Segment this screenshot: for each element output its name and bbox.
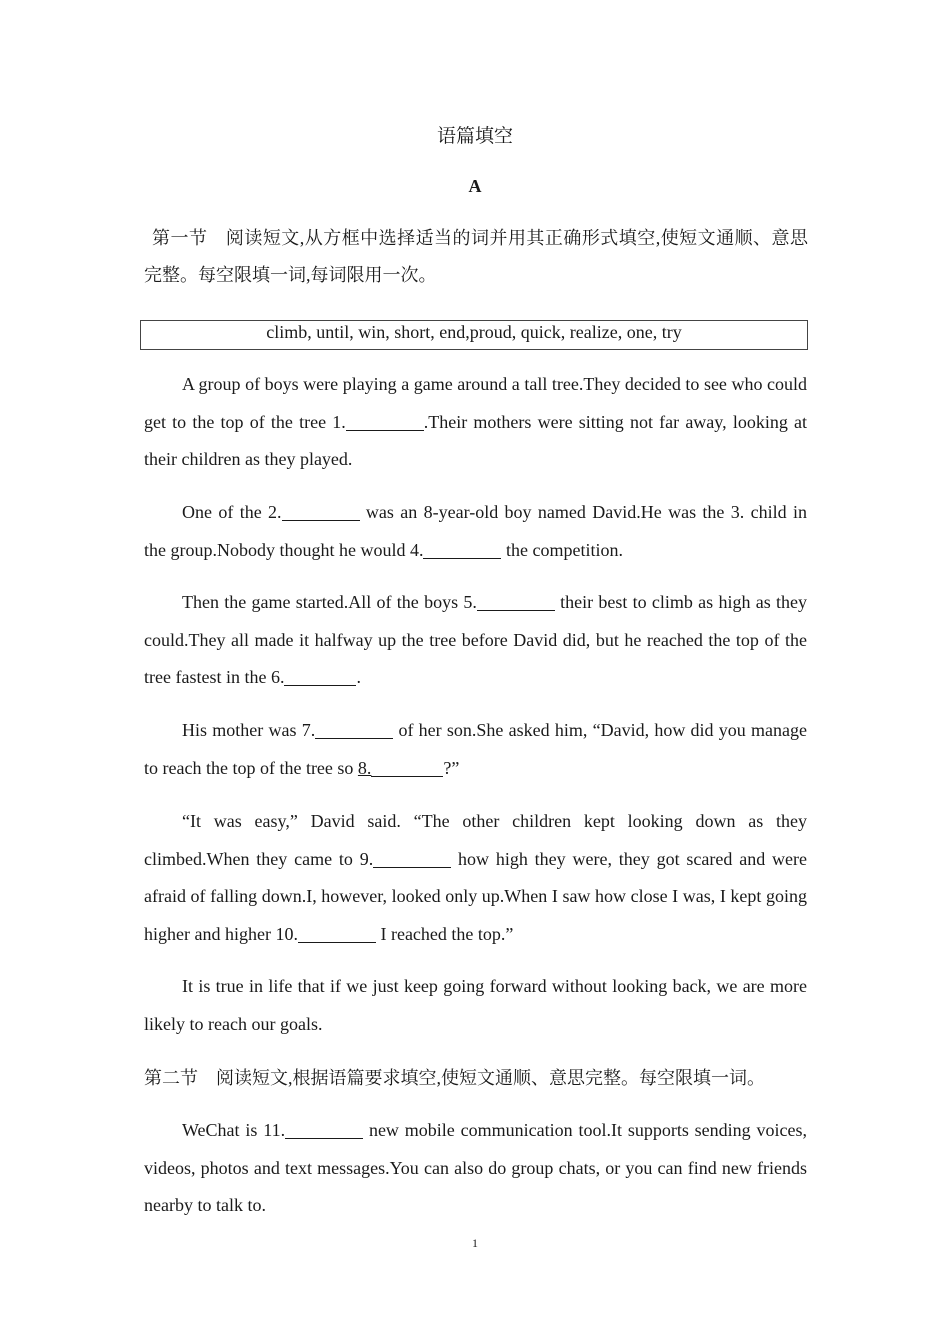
passage-paragraph (144, 366, 807, 479)
passage-paragraph (144, 584, 807, 697)
paragraph-text: .Their mothers were sitting not far away, looking at their children as they played. (144, 411, 807, 469)
answer-blank-5 (477, 593, 555, 611)
answer-blank-4 (423, 541, 501, 559)
part1-instruction (144, 220, 808, 294)
page-number: 1 (472, 1236, 478, 1250)
passage-paragraph: It is true in life that if we just keep going forward without looking back, we are more likely to reach our goals. (144, 976, 807, 1034)
answer-blank-9 (373, 850, 451, 868)
paragraph-text: of her son.She asked him, “David, how did you manage to reach the top of the tree so (144, 720, 807, 778)
paragraph-text: . (356, 667, 361, 687)
paragraph-text: WeChat is 11. (182, 1120, 286, 1140)
word-bank-box (140, 320, 808, 350)
answer-blank-2 (282, 503, 360, 521)
paragraph-text: A group of boys were playing a game around a tall tree.They decided to see who could get to the top of the tree 1. (144, 374, 807, 432)
paragraph-text: Then the game started.All of the boys 5. (182, 592, 477, 612)
paragraph-text: One of the 2. (182, 502, 282, 522)
paragraph-text: His mother was 7. (182, 720, 316, 740)
paragraph-text: new mobile communication tool.It supports sending voices, videos, photos and text messages.You can also do group chats, or you can find new friends nearby to talk to. (144, 1120, 808, 1215)
passage-paragraph (144, 1112, 807, 1225)
paragraph-text: was an 8-year-old boy named David.He was the 3. child in the group.Nobody thought he would 4. (144, 502, 807, 560)
passage-paragraph (144, 803, 807, 953)
part2-instruction (144, 1060, 808, 1097)
passage-paragraph (144, 712, 807, 787)
blank-number-8: 8. (357, 757, 372, 778)
page-title: 语篇填空 (436, 126, 513, 147)
part2-heading: 第二节 (144, 1068, 198, 1088)
paragraph-text: ?” (443, 757, 460, 778)
section-label: A (468, 176, 482, 196)
paragraph-text: their best to climb as high as they could.They all made it halfway up the tree before David did, but he reached the top of the tree fastest in the 6. (144, 592, 807, 687)
paragraph-text: I reached the top.” (375, 923, 514, 944)
answer-blank-1 (346, 413, 424, 431)
answer-blank-11 (285, 1121, 363, 1139)
answer-blank-8 (371, 759, 443, 777)
part1-heading: 第一节 (152, 228, 208, 248)
paragraph-text: the competition. (501, 539, 623, 560)
word-bank-text: climb, until, win, short, end,proud, quick, realize, one, try (266, 322, 682, 342)
paragraph-text: “It was easy,” David said. “The other children kept looking down as they climbed.When they came to 9. (144, 811, 807, 869)
answer-blank-10 (298, 925, 376, 943)
passage-paragraph (144, 494, 807, 569)
part2-instruction-text: 阅读短文,根据语篇要求填空,使短文通顺、意思完整。每空限填一词。 (216, 1068, 765, 1088)
part1-instruction-text: 阅读短文,从方框中选择适当的词并用其正确形式填空,使短文通顺、意思完整。每空限填一词,每词限用一次。 (144, 228, 809, 285)
answer-blank-6 (284, 668, 356, 686)
paragraph-text: how high they were, they got scared and were afraid of falling down.I, however, looked only up.When I saw how close I was, I kept going higher and higher 10. (144, 848, 807, 944)
answer-blank-7 (315, 721, 393, 739)
